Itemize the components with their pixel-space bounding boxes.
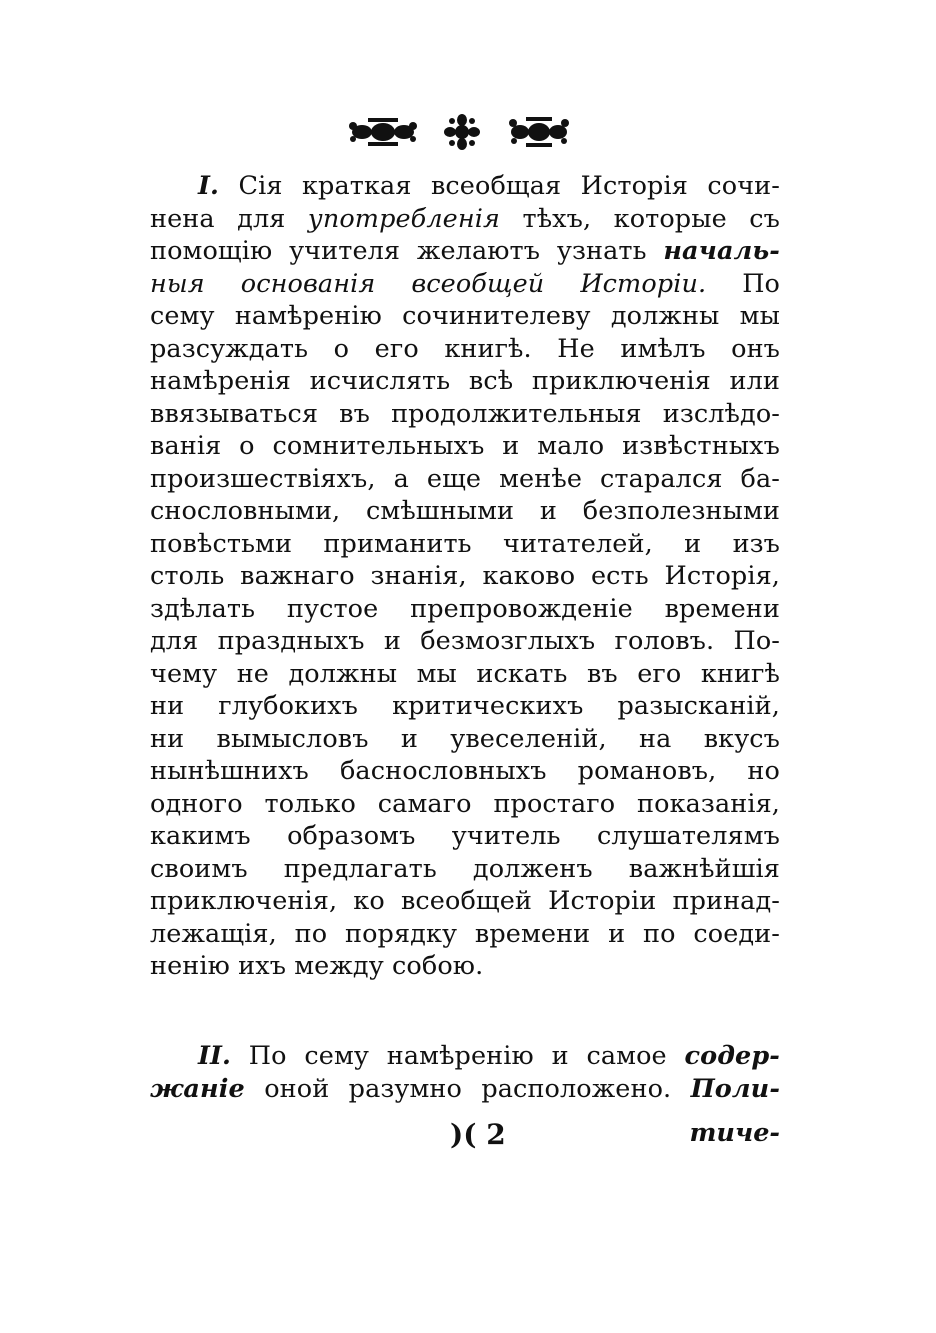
text-line: ныя основанія всеобщей Исторіи. По — [150, 268, 780, 299]
text-line: повѣстьми приманить читателей, и изъ — [150, 528, 780, 559]
text-line: нынѣшнихъ баснословныхъ романовъ, но — [150, 756, 780, 786]
text-line: нена для употребленія тѣхъ, которые съ — [150, 203, 780, 234]
text-line: ванія о сомнительныхъ и мало извѣстныхъ — [150, 431, 780, 461]
text-line: ни глубокихъ критическихъ разысканій, — [150, 691, 780, 721]
text-line: ввязываться въ продолжительныя изслѣдо- — [150, 398, 780, 429]
paragraph-2 — [150, 1040, 780, 1105]
text-line: жаніе оной разумно расположено. Поли- — [150, 1073, 780, 1104]
text-line: сему намѣренію сочинителеву должны мы — [150, 301, 780, 331]
text-line: приключенія, ко всеобщей Исторіи принад- — [150, 886, 780, 916]
signature-mark: )( 2 — [450, 1118, 506, 1151]
paragraph-1 — [150, 170, 780, 983]
text-line: одного только самаго простаго показанія, — [150, 788, 780, 819]
ornament-left-icon — [348, 112, 418, 152]
catchword: тиче- — [689, 1118, 780, 1148]
ornament-row — [0, 112, 936, 156]
text-line: помощію учителя желаютъ узнать началь- — [150, 236, 780, 266]
text-line: намѣренія исчислять всѣ приключенія или — [150, 366, 780, 396]
text-line: чему не должны мы искать въ его книгѣ — [150, 658, 780, 689]
text-line: ненію ихъ между собою. — [150, 951, 484, 981]
text-line: своимъ предлагать долженъ важнѣйшія — [150, 853, 780, 884]
ornament-right-icon — [508, 112, 570, 152]
text-line: разсуждать о его книгѣ. Не имѣлъ онъ — [150, 333, 780, 364]
text-line: здѣлать пустое препровожденіе времени — [150, 593, 780, 624]
text-line: лежащія, по порядку времени и по соеди- — [150, 918, 780, 949]
text-line: столь важнаго знанія, каково есть Исторія, — [150, 561, 780, 591]
text-line: ни вымысловъ и увеселеній, на вкусъ — [150, 723, 780, 754]
text-line: какимъ образомъ учитель слушателямъ — [150, 821, 780, 851]
page-footer — [150, 1118, 780, 1158]
ornament-center-icon — [444, 112, 480, 152]
text-line: для праздныхъ и безмозглыхъ головъ. По- — [150, 626, 780, 656]
text-line: снословными, смѣшными и безполезными — [150, 496, 780, 526]
text-line: II. По сему намѣренію и самое содер- — [198, 1041, 780, 1071]
text-line: I. Сія краткая всеобщая Исторія сочи- — [198, 171, 780, 201]
text-line: произшествіяхъ, а еще менѣе старался ба- — [150, 463, 780, 494]
